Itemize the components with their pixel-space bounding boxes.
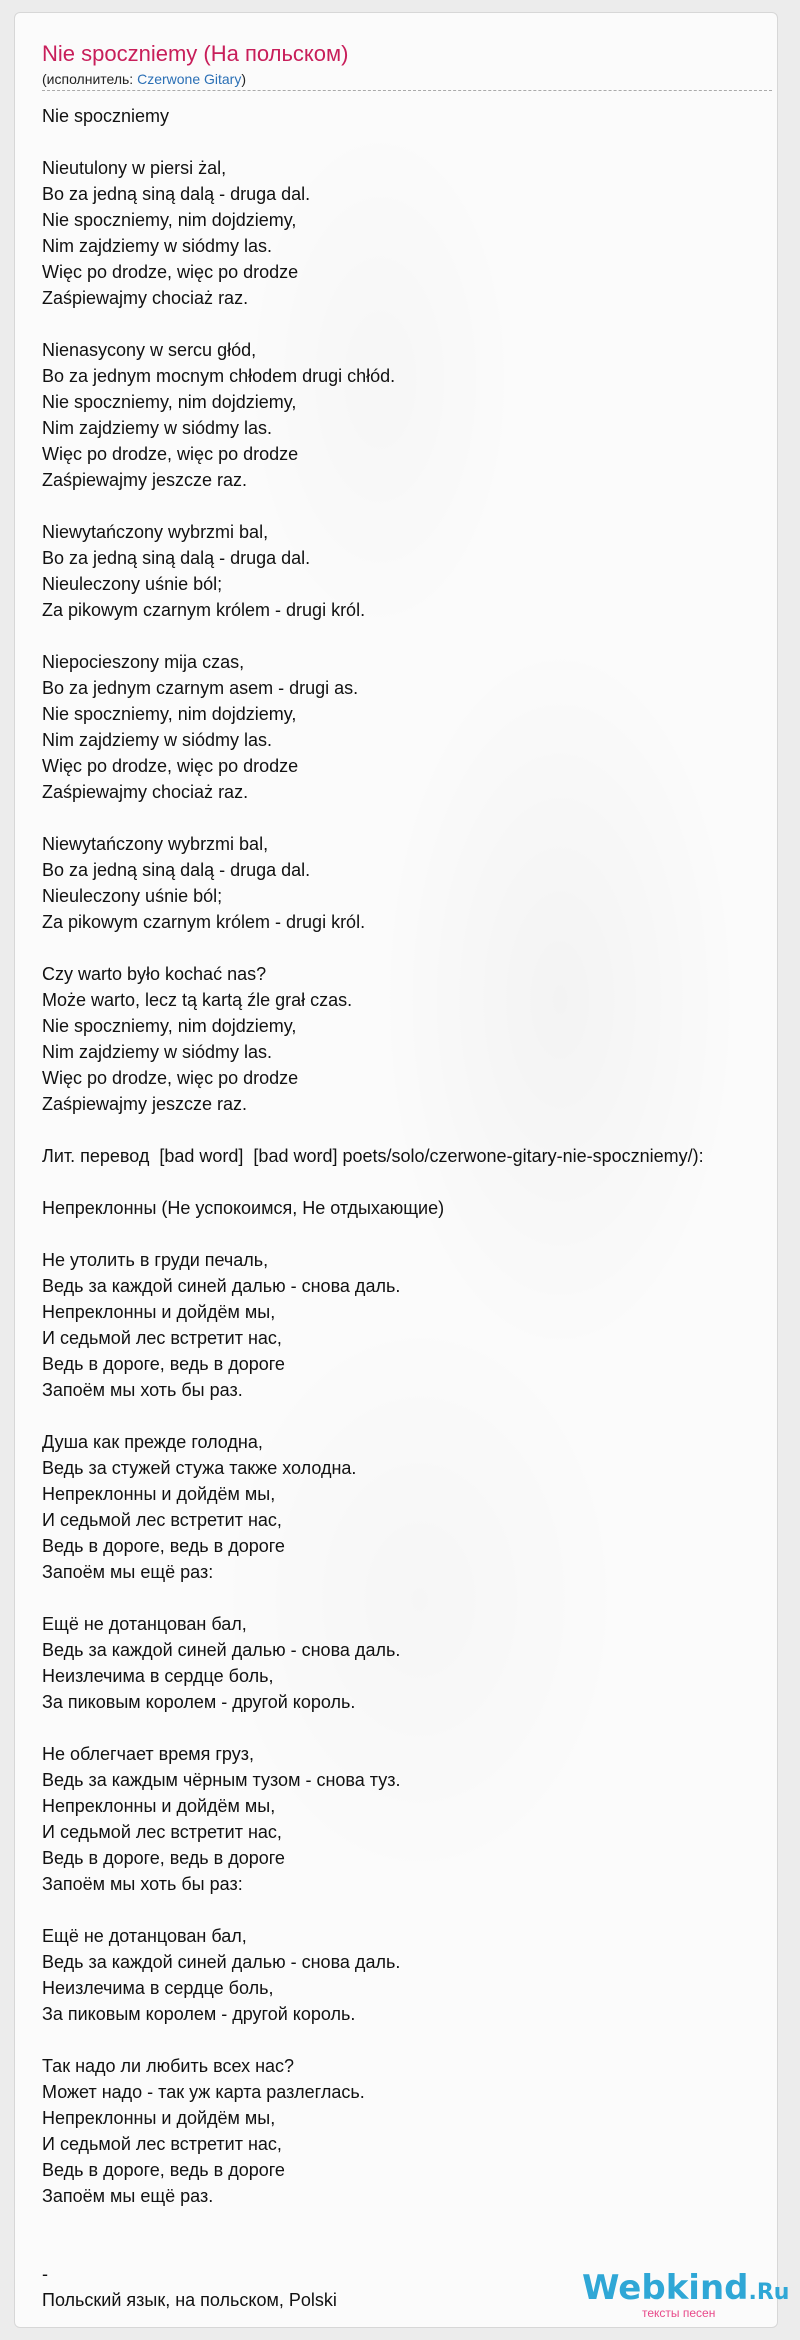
lyric-line — [42, 2209, 772, 2235]
lyric-line: За пиковым королем - другой король. — [42, 1692, 356, 1712]
lyric-line: Непреклонны и дойдём мы, — [42, 2108, 276, 2128]
lyric-line: Запоём мы хоть бы раз. — [42, 1380, 243, 1400]
lyric-line — [42, 1403, 772, 1429]
lyric-line: Czy warto było kochać nas? — [42, 964, 267, 984]
lyric-line: Запоём мы хоть бы раз: — [42, 1874, 243, 1894]
lyric-line: Ведь за каждым чёрным тузом - снова туз. — [42, 1770, 401, 1790]
lyric-line: Może warto, lecz tą kartą źle grał czas. — [42, 990, 353, 1010]
lyric-line: Не утолить в груди печаль, — [42, 1250, 269, 1270]
lyric-line: Ведь за каждой синей далью - снова даль. — [42, 1952, 401, 1972]
lyric-line: Zaśpiewajmy jeszcze raz. — [42, 470, 248, 490]
lyric-line — [42, 2235, 772, 2261]
lyric-line: И седьмой лес встретит нас, — [42, 2134, 282, 2154]
lyric-line: Nim zajdziemy w siódmy las. — [42, 418, 273, 438]
lyric-line: Ведь в дороге, ведь в дороге — [42, 1848, 285, 1868]
lyric-line: И седьмой лес встретит нас, — [42, 1510, 282, 1530]
lyric-line: Nienasycony w sercu głód, — [42, 340, 257, 360]
lyric-line: Nieutulony w piersi żal, — [42, 158, 227, 178]
lyric-line: И седьмой лес встретит нас, — [42, 1822, 282, 1842]
lyric-line: Niepocieszony mija czas, — [42, 652, 245, 672]
lyric-line: И седьмой лес встретит нас, — [42, 1328, 282, 1348]
lyric-line: Польский язык, на польском, Polski — [42, 2290, 337, 2310]
lyric-line — [42, 2027, 772, 2053]
lyric-line — [42, 1897, 772, 1923]
lyric-line — [42, 1715, 772, 1741]
lyric-line: Więc po drodze, więc po drodze — [42, 444, 299, 464]
lyric-line: Ещё не дотанцован бал, — [42, 1926, 247, 1946]
lyric-line: Неизлечима в сердце боль, — [42, 1666, 274, 1686]
lyric-line: Zaśpiewajmy jeszcze raz. — [42, 1094, 248, 1114]
lyric-line: Душа как прежде голодна, — [42, 1432, 263, 1452]
lyric-line: Лит. перевод [bad word] [bad word] poets/solo/czerwone-gitary-nie-spoczniemy/): — [42, 1146, 704, 1166]
lyric-line: Так надо ли любить всех нас? — [42, 2056, 295, 2076]
lyric-line: Ведь за каждой синей далью - снова даль. — [42, 1640, 401, 1660]
lyric-line: Ещё не дотанцован бал, — [42, 1614, 247, 1634]
lyric-line: Zaśpiewajmy chociaż raz. — [42, 288, 249, 308]
lyric-line: Ведь за стужей стужа также холодна. — [42, 1458, 357, 1478]
lyric-line: Nim zajdziemy w siódmy las. — [42, 236, 273, 256]
lyric-line — [42, 623, 772, 649]
lyric-line: Więc po drodze, więc po drodze — [42, 1068, 299, 1088]
lyric-line: Nie spoczniemy, nim dojdziemy, — [42, 1016, 297, 1036]
logo-main-text: Webkind — [582, 2268, 749, 2308]
lyric-line: Niewytańczony wybrzmi bal, — [42, 522, 269, 542]
lyric-line: Bo za jedną siną dalą - druga dal. — [42, 860, 311, 880]
lyric-line: Может надо - так уж карта разлеглась. — [42, 2082, 365, 2102]
lyric-line: Запоём мы ещё раз. — [42, 2186, 214, 2206]
lyric-line — [42, 1585, 772, 1611]
artist-prefix: (исполнитель: — [42, 71, 138, 87]
lyric-line: Więc po drodze, więc po drodze — [42, 756, 299, 776]
lyric-line: Запоём мы ещё раз: — [42, 1562, 214, 1582]
page-title: Nie spoczniemy (На польском) — [42, 41, 349, 66]
lyric-line — [42, 1117, 772, 1143]
page-content — [42, 40, 772, 2313]
lyric-line — [42, 1221, 772, 1247]
logo-tld: .Ru — [748, 2280, 790, 2305]
lyric-line: Nie spoczniemy — [42, 106, 170, 126]
lyric-line: Непреклонны (Не успокоимся, Не отдыхающие) — [42, 1198, 445, 1218]
artist-suffix: ) — [241, 71, 247, 87]
lyric-line: Ведь в дороге, ведь в дороге — [42, 1354, 285, 1374]
lyric-line: Za pikowym czarnym królem - drugi król. — [42, 912, 366, 932]
lyric-line: Bo za jednym mocnym chłodem drugi chłód. — [42, 366, 396, 386]
lyric-line: Za pikowym czarnym królem - drugi król. — [42, 600, 366, 620]
lyric-line: Nie spoczniemy, nim dojdziemy, — [42, 704, 297, 724]
lyric-line: Ведь в дороге, ведь в дороге — [42, 2160, 285, 2180]
lyric-line: Nieuleczony uśnie ból; — [42, 886, 223, 906]
lyric-line: Bo za jedną siną dalą - druga dal. — [42, 548, 311, 568]
lyric-line: Bo za jedną siną dalą - druga dal. — [42, 184, 311, 204]
lyric-line: Bo za jednym czarnym asem - drugi as. — [42, 678, 359, 698]
lyric-line: Ведь за каждой синей далью - снова даль. — [42, 1276, 401, 1296]
artist-line — [42, 70, 772, 91]
logo-tagline: тексты песен — [642, 2306, 716, 2320]
lyric-line: Непреклонны и дойдём мы, — [42, 1302, 276, 1322]
lyric-line: Ведь в дороге, ведь в дороге — [42, 1536, 285, 1556]
lyric-line — [42, 935, 772, 961]
lyric-line: Nim zajdziemy w siódmy las. — [42, 730, 273, 750]
lyric-line: Неизлечима в сердце боль, — [42, 1978, 274, 1998]
lyric-line: Nie spoczniemy, nim dojdziemy, — [42, 210, 297, 230]
lyric-line — [42, 311, 772, 337]
lyric-line: За пиковым королем - другой король. — [42, 2004, 356, 2024]
lyric-line: Не облегчает время груз, — [42, 1744, 254, 1764]
lyric-line: Niewytańczony wybrzmi bal, — [42, 834, 269, 854]
lyric-line: - — [42, 2264, 48, 2284]
lyric-line — [42, 129, 772, 155]
lyric-line: Więc po drodze, więc po drodze — [42, 262, 299, 282]
artist-link[interactable]: Czerwone Gitary — [137, 71, 242, 87]
lyric-line — [42, 493, 772, 519]
lyrics-text — [42, 103, 772, 2313]
lyric-line: Непреклонны и дойдём мы, — [42, 1484, 276, 1504]
logo-wordmark — [582, 2268, 790, 2311]
lyric-line — [42, 805, 772, 831]
lyric-line: Nim zajdziemy w siódmy las. — [42, 1042, 273, 1062]
lyric-line: Nieuleczony uśnie ból; — [42, 574, 223, 594]
lyric-line: Непреклонны и дойдём мы, — [42, 1796, 276, 1816]
site-logo[interactable] — [582, 2268, 790, 2320]
lyric-line — [42, 1169, 772, 1195]
lyric-line: Nie spoczniemy, nim dojdziemy, — [42, 392, 297, 412]
lyric-line: Zaśpiewajmy chociaż raz. — [42, 782, 249, 802]
